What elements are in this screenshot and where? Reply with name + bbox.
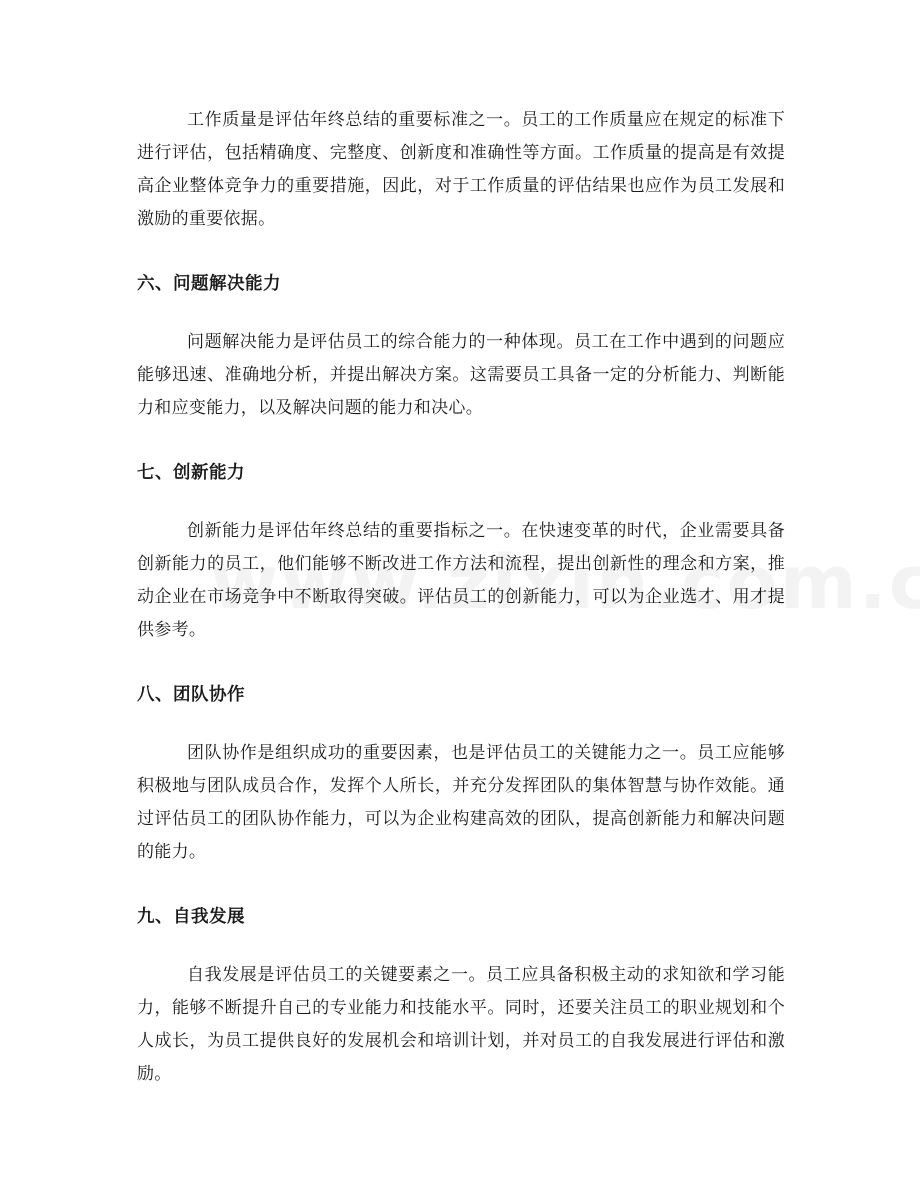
section-innovation	[137, 425, 785, 647]
section-teamwork	[137, 647, 785, 869]
section-paragraph: 问题解决能力是评估员工的综合能力的一种体现。员工在工作中遇到的问题应能够迅速、准确地分析，并提出解决方案。这需要员工具备一定的分析能力、判断能力和应变能力，以及解决问题的能力和决心。	[137, 332, 785, 418]
section-paragraph: 创新能力是评估年终总结的重要指标之一。在快速变革的时代，企业需要具备创新能力的员工，他们能够不断改进工作方法和流程，提出创新性的理念和方案，推动企业在市场竞争中不断取得突破。评估员工的创新能力，可以为企业选才、用才提供参考。	[137, 521, 785, 640]
section-paragraph: 团队协作是组织成功的重要因素，也是评估员工的关键能力之一。员工应能够积极地与团队成员合作，发挥个人所长，并充分发挥团队的集体智慧与协作效能。通过评估员工的团队协作能力，可以为企业构建高效的团队，提高创新能力和解决问题的能力。	[137, 743, 785, 862]
section-heading: 六、问题解决能力	[137, 274, 281, 294]
section-self-development	[137, 869, 785, 1091]
document-body	[137, 104, 785, 1091]
section-problem-solving	[137, 236, 785, 425]
section-heading: 七、创新能力	[137, 463, 245, 483]
section-paragraph: 自我发展是评估员工的关键要素之一。员工应具备积极主动的求知欲和学习能力，能够不断提升自己的专业能力和技能水平。同时，还要关注员工的职业规划和个人成长，为员工提供良好的发展机会和培训计划，并对员工的自我发展进行评估和激励。	[137, 965, 785, 1084]
intro-paragraph: 工作质量是评估年终总结的重要标准之一。员工的工作质量应在规定的标准下进行评估，包括精确度、完整度、创新度和准确性等方面。工作质量的提高是有效提高企业整体竞争力的重要措施，因此，对于工作质量的评估结果也应作为员工发展和激励的重要依据。	[137, 110, 785, 229]
section-heading: 八、团队协作	[137, 685, 245, 705]
section-heading: 九、自我发展	[137, 907, 245, 927]
